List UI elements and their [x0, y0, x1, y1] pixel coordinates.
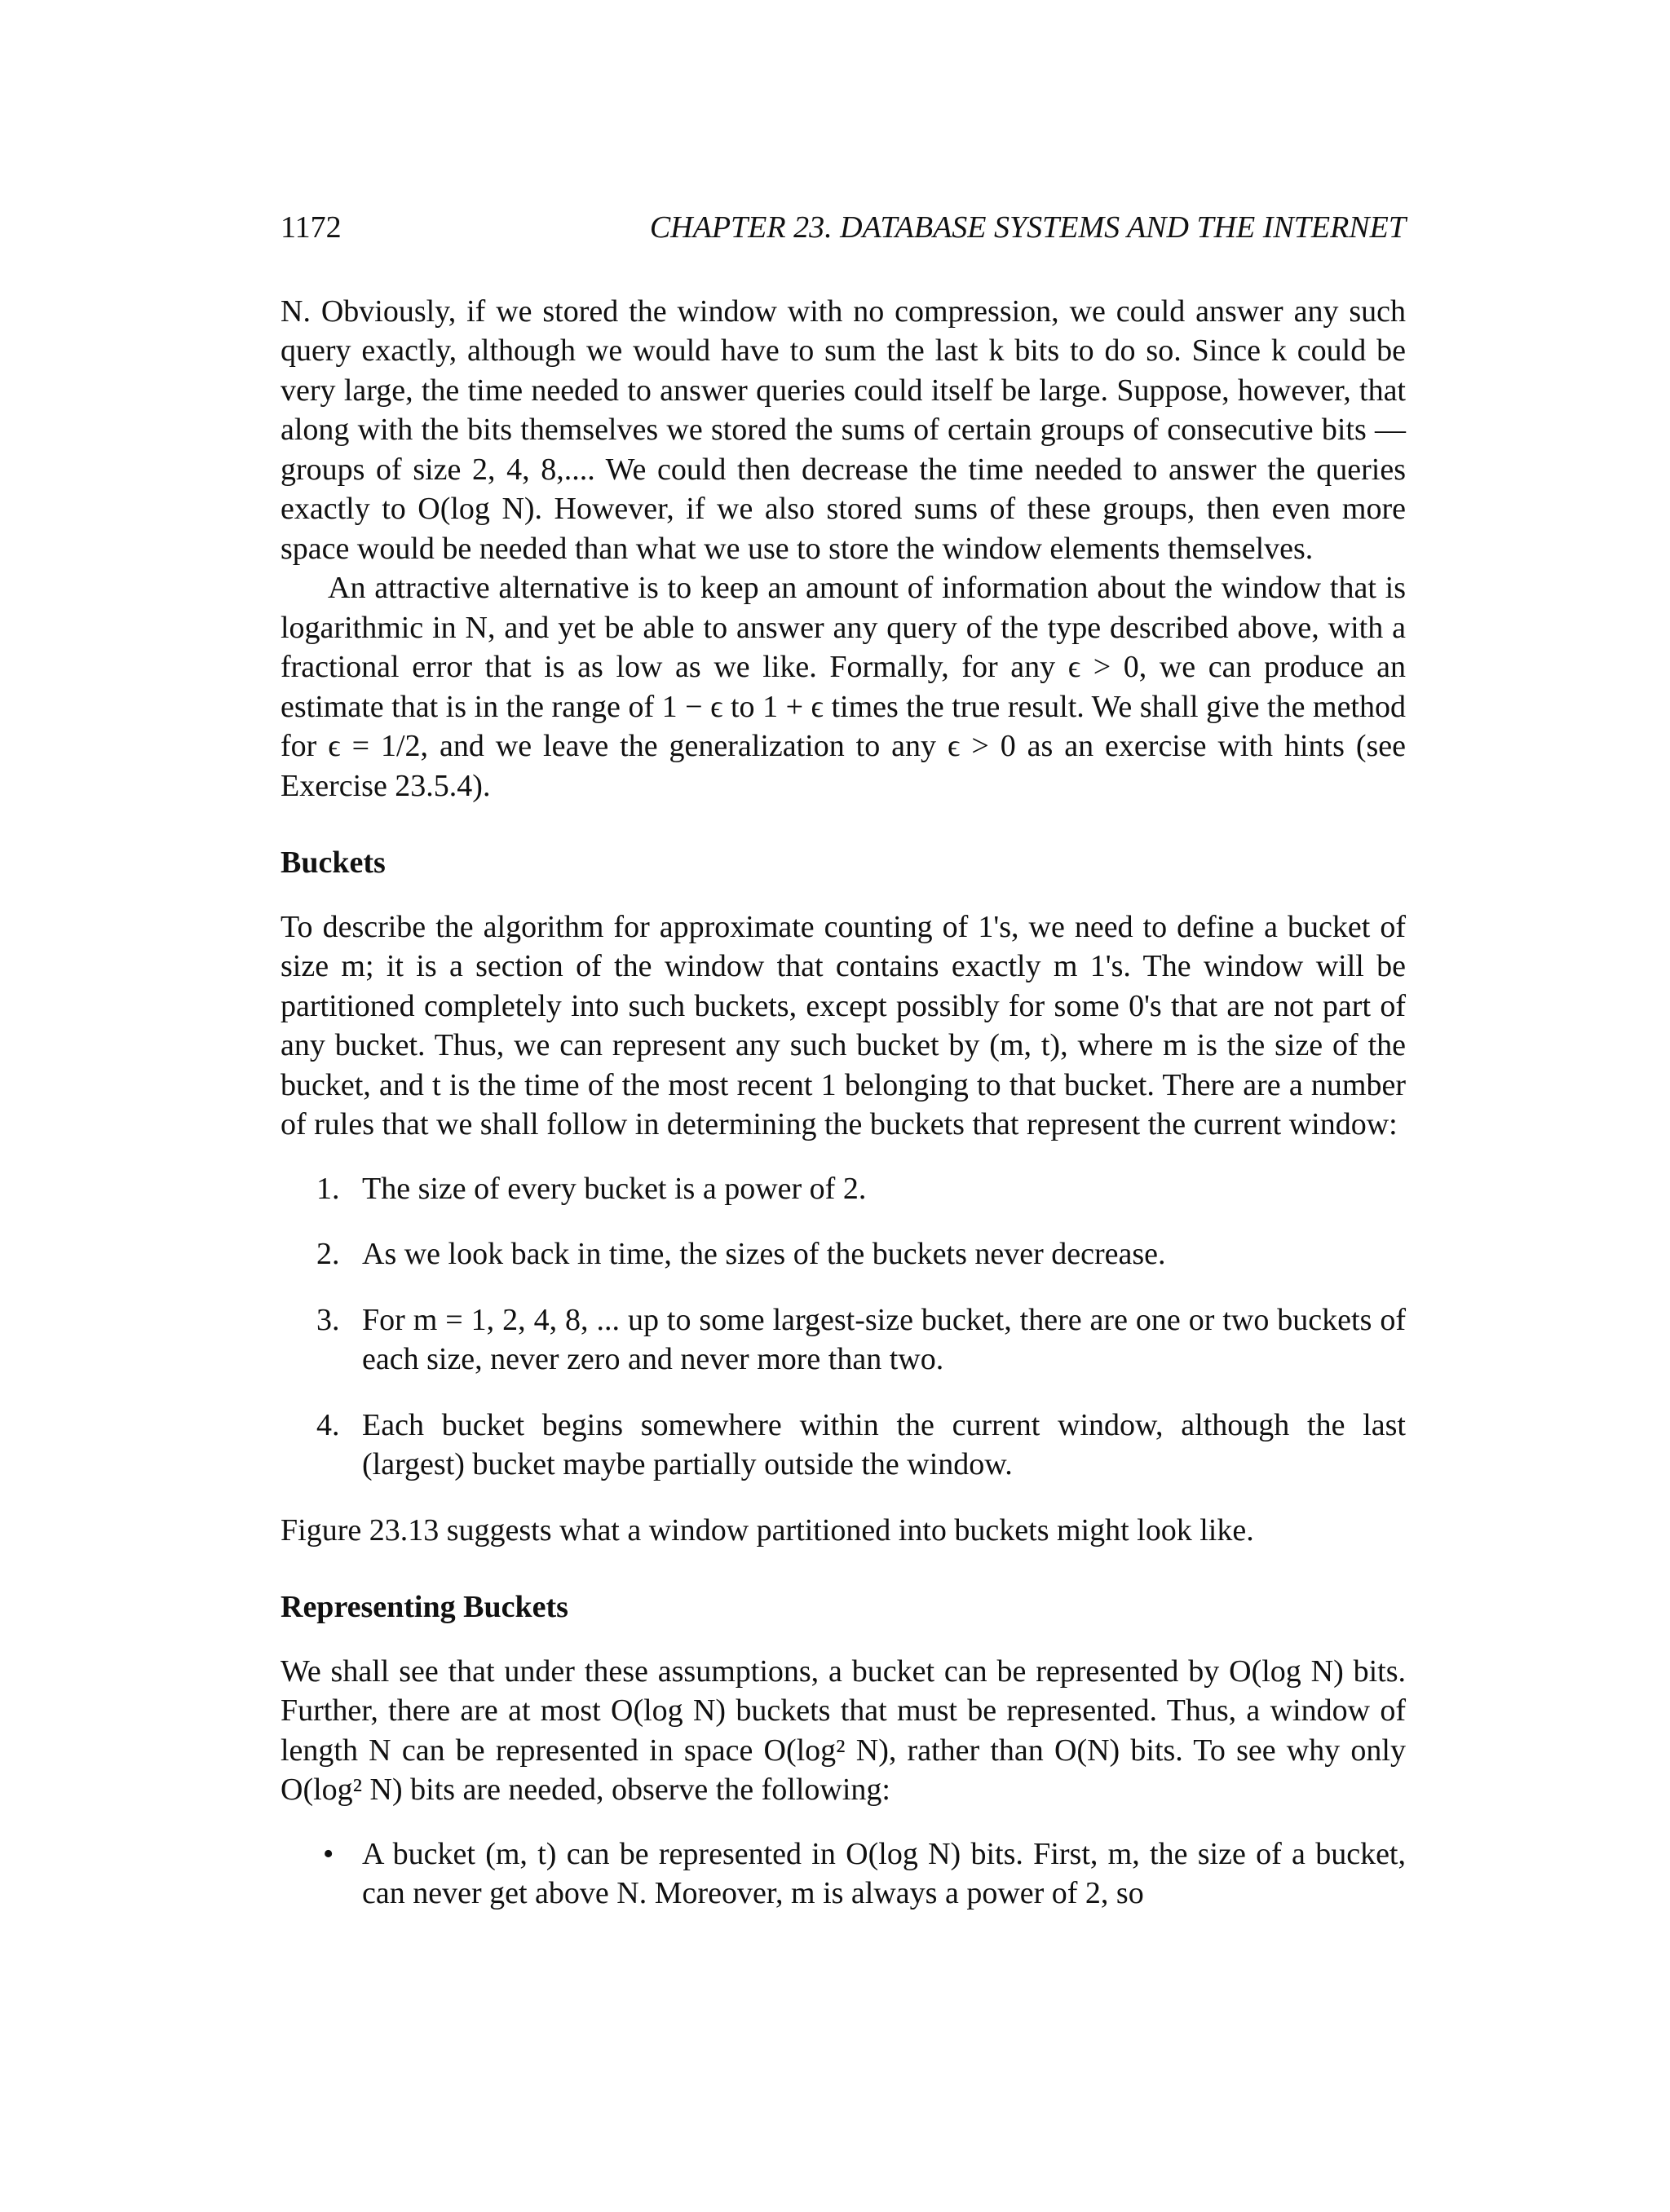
rule-text: As we look back in time, the sizes of the buckets never decrease.: [362, 1237, 1166, 1271]
bullet-text: A bucket (m, t) can be represented in O(log N) bits. First, m, the size of a bucket, can never get above N. Moreover, m is always a power of 2, so: [362, 1836, 1406, 1910]
rule-text: For m = 1, 2, 4, 8, ... up to some largest-size bucket, there are one or two buckets of each size, never zero and never more than two.: [362, 1302, 1406, 1376]
paragraph-alternative: An attractive alternative is to keep an amount of information about the window that is logarithmic in N, and yet be able to answer any query of the type described above, with a fractional error that is as low as we like. Formally, for any ϵ > 0, we can produce an estimate that is in the range of 1 − ϵ to 1 + ϵ times the true result. We shall give the method for ϵ = 1/2, and we leave the generalization to any ϵ > 0 as an exercise with hints (see Exercise 23.5.4).: [281, 571, 1406, 803]
paper-page: [281, 208, 1406, 1914]
paragraph-figure-reference: Figure 23.13 suggests what a window partitioned into buckets might look like.: [281, 1512, 1254, 1548]
rule-item: [281, 1169, 1406, 1209]
section-heading-buckets: Buckets: [281, 846, 386, 880]
paragraph-representation: We shall see that under these assumptions, a bucket can be represented by O(log N) bits. Further, there are at most O(log N) buckets that must be represented. Thus, a window of length N can be represented in space O(log² N), rather than O(N) bits. To see why only O(log² N) bits are needed, observe the following:: [281, 1653, 1406, 1807]
rule-number: 4.: [316, 1407, 340, 1442]
rule-number: 3.: [316, 1302, 340, 1337]
bullet-list: [281, 1835, 1406, 1914]
paragraph-bucket-definition: To describe the algorithm for approximate counting of 1's, we need to define a bucket of size m; it is a section of the window that contains exactly m 1's. The window will be partitioned completely into such buckets, except possibly for some 0's that are not part of any bucket. Thus, we can represent any such bucket by (m, t), where m is the size of the bucket, and t is the time of the most recent 1 belonging to that bucket. There are a number of rules that we shall follow in determining the buckets that represent the current window:: [281, 909, 1406, 1141]
bullet-item: [281, 1835, 1406, 1914]
chapter-title: CHAPTER 23. DATABASE SYSTEMS AND THE INTERNET: [649, 210, 1406, 245]
rule-text: Each bucket begins somewhere within the current window, although the last (largest) bucket maybe partially outside the window.: [362, 1407, 1406, 1481]
section-heading-representing-buckets: Representing Buckets: [281, 1590, 568, 1624]
rule-item: [281, 1406, 1406, 1485]
rule-number: 1.: [316, 1171, 340, 1206]
rules-list: [281, 1169, 1406, 1485]
running-head: [281, 208, 1406, 248]
paragraph-continuation: N. Obviously, if we stored the window with no compression, we could answer any such query exactly, although we would have to sum the last k bits to do so. Since k could be very large, the time needed to answer queries could itself be large. Suppose, however, that along with the bits themselves we stored the sums of certain groups of consecutive bits — groups of size 2, 4, 8,.... We could then decrease the time needed to answer the queries exactly to O(log N). However, if we also stored sums of these groups, then even more space would be needed than what we use to store the window elements themselves.: [281, 294, 1406, 566]
rule-number: 2.: [316, 1237, 340, 1271]
page-number: 1172: [281, 210, 342, 245]
rule-text: The size of every bucket is a power of 2.: [362, 1171, 867, 1206]
rule-item: [281, 1300, 1406, 1380]
bullet-symbol: •: [323, 1836, 334, 1871]
rule-item: [281, 1234, 1406, 1274]
